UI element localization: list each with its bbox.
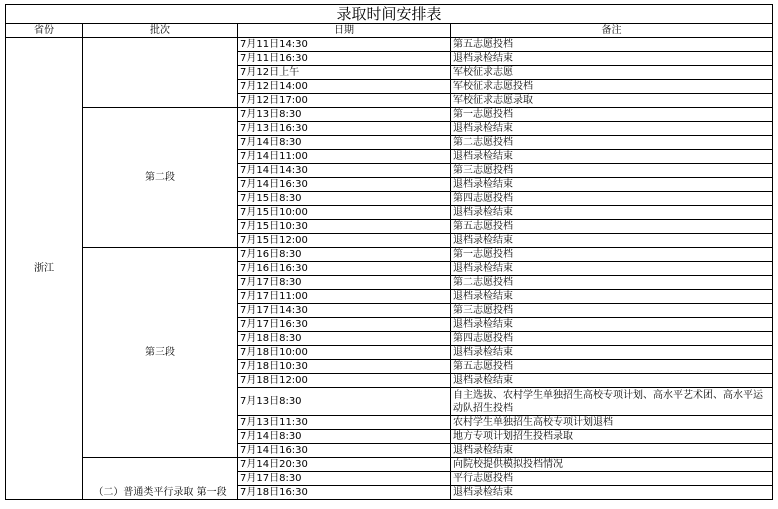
note-cell: 第二志愿投档 [451,276,773,290]
date-cell: 7月13日8:30 [238,108,451,122]
date-cell: 7月16日16:30 [238,262,451,276]
batch-cell-segment3: 第三段 [83,248,238,458]
note-cell: 退档录检结束 [451,234,773,248]
note-cell: 退档录检结束 [451,122,773,136]
table-row [6,248,773,262]
date-cell: 7月11日14:30 [238,38,451,52]
date-cell: 7月14日8:30 [238,136,451,150]
date-cell: 7月14日8:30 [238,430,451,444]
note-cell: 第五志愿投档 [451,220,773,234]
note-cell: 退档录检结束 [451,374,773,388]
note-cell: 第一志愿投档 [451,248,773,262]
date-cell: 7月17日11:00 [238,290,451,304]
date-cell: 7月14日14:30 [238,164,451,178]
schedule-sheet [5,4,772,500]
schedule-table [5,4,773,500]
date-cell: 7月14日16:30 [238,444,451,458]
note-cell: 第五志愿投档 [451,38,773,52]
note-cell: 向院校提供模拟投档情况 [451,458,773,472]
table-title: 录取时间安排表 [6,5,773,24]
date-cell: 7月16日8:30 [238,248,451,262]
note-cell: 第一志愿投档 [451,108,773,122]
date-cell: 7月15日10:00 [238,206,451,220]
date-cell: 7月13日11:30 [238,416,451,430]
batch-cell-segment4: （二）普通类平行录取 第一段 [83,458,238,500]
date-cell: 7月13日8:30 [238,388,451,416]
date-cell: 7月12日14:00 [238,80,451,94]
header-batch: 批次 [83,24,238,38]
note-cell: 退档录检结束 [451,178,773,192]
date-cell: 7月14日11:00 [238,150,451,164]
note-cell: 第四志愿投档 [451,192,773,206]
date-cell: 7月14日16:30 [238,178,451,192]
note-cell: 退档录检结束 [451,444,773,458]
date-cell: 7月18日10:30 [238,360,451,374]
table-row [6,108,773,122]
header-date: 日期 [238,24,451,38]
note-cell: 退档录检结束 [451,290,773,304]
date-cell: 7月15日10:30 [238,220,451,234]
date-cell: 7月12日17:00 [238,94,451,108]
date-cell: 7月15日8:30 [238,192,451,206]
table-row [6,38,773,52]
date-cell: 7月14日20:30 [238,458,451,472]
note-cell: 地方专项计划招生投档录取 [451,430,773,444]
note-cell: 农村学生单独招生高校专项计划退档 [451,416,773,430]
header-note: 备注 [451,24,773,38]
note-cell: 平行志愿投档 [451,472,773,486]
note-cell: 军校征求志愿录取 [451,94,773,108]
header-province: 省份 [6,24,83,38]
date-cell: 7月17日8:30 [238,472,451,486]
batch-cell-blank [83,38,238,108]
note-cell: 第二志愿投档 [451,136,773,150]
note-cell: 退档录检结束 [451,150,773,164]
date-cell: 7月17日14:30 [238,304,451,318]
date-cell: 7月11日16:30 [238,52,451,66]
date-cell: 7月18日8:30 [238,332,451,346]
note-cell: 军校征求志愿 [451,66,773,80]
table-row [6,458,773,472]
province-cell: 浙江 [6,38,83,500]
note-cell: 退档录检结束 [451,486,773,500]
note-cell: 自主选拔、农村学生单独招生高校专项计划、高水平艺术团、高水平运动队招生投档 [451,388,773,416]
date-cell: 7月18日12:00 [238,374,451,388]
note-cell: 退档录检结束 [451,262,773,276]
batch-cell-segment2: 第二段 [83,108,238,248]
date-cell: 7月13日16:30 [238,122,451,136]
date-cell: 7月17日8:30 [238,276,451,290]
date-cell: 7月17日16:30 [238,318,451,332]
note-cell: 第四志愿投档 [451,332,773,346]
note-cell: 第三志愿投档 [451,164,773,178]
note-cell: 军校征求志愿投档 [451,80,773,94]
note-cell: 退档录检结束 [451,206,773,220]
date-cell: 7月18日10:00 [238,346,451,360]
note-cell: 第三志愿投档 [451,304,773,318]
date-cell: 7月15日12:00 [238,234,451,248]
note-cell: 第五志愿投档 [451,360,773,374]
note-cell: 退档录检结束 [451,318,773,332]
note-cell: 退档录检结束 [451,346,773,360]
note-cell: 退档录检结束 [451,52,773,66]
date-cell: 7月12日上午 [238,66,451,80]
date-cell: 7月18日16:30 [238,486,451,500]
